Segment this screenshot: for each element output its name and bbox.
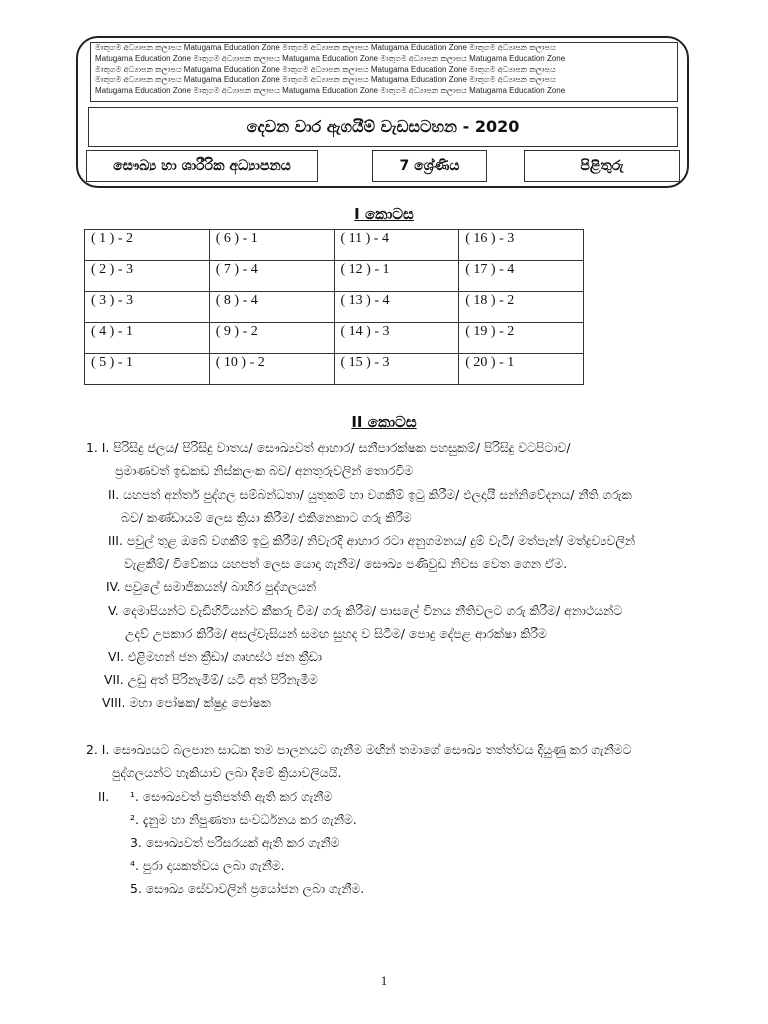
watermark-line: මාතුගම අධ්‍යාපන කලාපය Matugama Education Zone මාතුගම අධ්‍යාපන කලාපය Matugama Education Zone මාතුගම අධ්‍යාපන කලාපය — [95, 43, 556, 52]
answer-line: V. දෙමාපියන්ට වැඩිහිටියන්ට කීකරු වීම/ ගරු කිරීම/ පාසලේ විනය නීතිවලට ගරු කිරීම/ අනාථයන්ට — [108, 603, 623, 618]
table-cell: ( 18 ) - 2 — [459, 292, 584, 323]
answer-line: 5. සෞඛ්‍ය සේවාවලින් ප්‍රයෝජන ලබා ගැනීම. — [130, 881, 365, 896]
answer-line: ⁴. පුරා දායකත්වය ලබා ගැනීම. — [130, 858, 285, 873]
table-cell: ( 13 ) - 4 — [334, 292, 459, 323]
answer-line: 1. I. පිරිසිදු ජලය/ පිරිසිදු වාතය/ සෞඛ්‍යවත් ආහාර/ සනීපාරක්ෂක පහසුකම්/ පිරිසිදු වටපිටාව/ — [86, 440, 571, 455]
table-row — [85, 354, 584, 385]
answer-line: II. යහපත් අන්තර් පුද්ගල සම්බන්ධතා/ යුතුකම් හා වගකීම් ඉටු කිරීම/ ඵලදායී සන්නිවේදනය/ නීති ගරුක — [108, 487, 632, 502]
table-cell: ( 11 ) - 4 — [334, 230, 459, 261]
answer-line: 3. සෞඛ්‍යවත් පරිසරයක් ඇති කර ගැනීම — [130, 835, 340, 850]
answer-line: ප්‍රමාණවත් ඉඩකඩ නිස්කලංක බව/ අනතුරුවලින් තොරවීම — [115, 463, 414, 478]
table-row — [85, 261, 584, 292]
answer-line: ². දැනුම හා නිපුණතා සංවර්ධනය කර ගැනීම. — [130, 812, 357, 827]
answer-line: II. — [98, 789, 110, 804]
subject-label: සෞඛ්‍ය හා ශාරීරික අධ්‍යාපනය — [86, 150, 318, 182]
table-row — [85, 323, 584, 354]
table-row — [85, 292, 584, 323]
watermark-line: මාතුගම අධ්‍යාපන කලාපය Matugama Education Zone මාතුගම අධ්‍යාපන කලාපය Matugama Education Zone මාතුගම අධ්‍යාපන කලාපය — [95, 75, 556, 85]
table-cell: ( 6 ) - 1 — [209, 230, 334, 261]
table-cell: ( 20 ) - 1 — [459, 354, 584, 385]
answer-line: VII. උඩු අත් පිරිනැමීම්/ යටි අත් පිරිනැමීම — [104, 672, 318, 687]
table-cell: ( 10 ) - 2 — [209, 354, 334, 385]
table-cell: ( 17 ) - 4 — [459, 261, 584, 292]
table-cell: ( 4 ) - 1 — [85, 323, 210, 354]
table-cell: ( 1 ) - 2 — [85, 230, 210, 261]
table-cell: ( 5 ) - 1 — [85, 354, 210, 385]
table-cell: ( 12 ) - 1 — [334, 261, 459, 292]
exam-title: දෙවන වාර ඇගයීම් වැඩසටහන - 2020 — [88, 107, 678, 147]
answer-table — [84, 229, 584, 385]
page-number: 1 — [380, 973, 388, 988]
answer-line: බව/ කණ්ඩායම් ලෙස ක්‍රියා කිරීම/ එකිනෙකාට ගරු කිරීම — [121, 510, 412, 525]
table-cell: ( 14 ) - 3 — [334, 323, 459, 354]
table-cell: ( 3 ) - 3 — [85, 292, 210, 323]
watermark-line: Matugama Education Zone මාතුගම අධ්‍යාපන කලාපය Matugama Education Zone මාතුගම අධ්‍යාපන කලාපය Matugama Education Zone — [95, 53, 566, 63]
answer-line: වැළකීම්/ විවේකය යහපත් ලෙස යොදා ගැනීම/ සෞඛ්‍ය පණිවුඩ නිවස වෙත ගෙන ඒම. — [124, 556, 568, 571]
answer-line: VIII. මහා පෝෂක/ ක්ෂුද්‍ර පෝෂක — [102, 695, 271, 710]
table-cell: ( 19 ) - 2 — [459, 323, 584, 354]
answer-line: 2. I. සෞඛ්‍යයට බලපාන සාධක තම පාලනයට ගැනීම මඟින් තමාගේ සෞඛ්‍ය තත්ත්වය දියුණු කර ගැනීමට — [86, 742, 632, 757]
answer-line: පුද්ගලයන්ට හැකියාව ලබා දීමේ ක්‍රියාවලියයි. — [112, 765, 342, 780]
answers-label: පිළිතුරු — [524, 150, 680, 182]
answer-line: III. පවුල් තුළ ඔබේ වගකීම් ඉටු කිරීම/ නිවැරදි ආහාර රටා අනුගමනය/ දුම් වැටි/ මත්පැන්/ මත්ද්‍රව්‍යවලින් — [108, 533, 635, 548]
table-cell: ( 9 ) - 2 — [209, 323, 334, 354]
table-cell: ( 7 ) - 4 — [209, 261, 334, 292]
answer-line: VI. එළිමහන් ජන ක්‍රීඩා/ ගෘහස්ථ ජන ක්‍රීඩා — [108, 649, 322, 664]
grade-label: 7 ශ්‍රේණිය — [372, 150, 487, 182]
table-cell: ( 15 ) - 3 — [334, 354, 459, 385]
answer-line: ¹. සෞඛ්‍යවත් ප්‍රතිපත්ති ඇති කර ගැනීම — [130, 789, 333, 804]
table-cell: ( 2 ) - 3 — [85, 261, 210, 292]
answer-line: IV. පවුලේ සමාජිකයන්/ බාහිර පුද්ගලයන් — [106, 579, 317, 594]
watermark-line: Matugama Education Zone මාතුගම අධ්‍යාපන කලාපය Matugama Education Zone මාතුගම අධ්‍යාපන කලාපය Matugama Education Zone — [95, 86, 566, 96]
table-row — [85, 230, 584, 261]
watermark-banner — [90, 42, 678, 102]
part1-title: I කොටස — [354, 205, 414, 223]
watermark-line: මාතුගම අධ්‍යාපන කලාපය Matugama Education Zone මාතුගම අධ්‍යාපන කලාපය Matugama Education Zone මාතුගම අධ්‍යාපන කලාපය — [95, 64, 556, 74]
answer-line: උදව් උපකාර කිරීම/ අසල්වැසියන් සමඟ සුහද ව සිටීම/ පොදු දේපළ ආරක්ෂා කිරීම — [125, 626, 547, 641]
table-cell: ( 8 ) - 4 — [209, 292, 334, 323]
table-cell: ( 16 ) - 3 — [459, 230, 584, 261]
part2-title: II කොටස — [351, 413, 417, 431]
